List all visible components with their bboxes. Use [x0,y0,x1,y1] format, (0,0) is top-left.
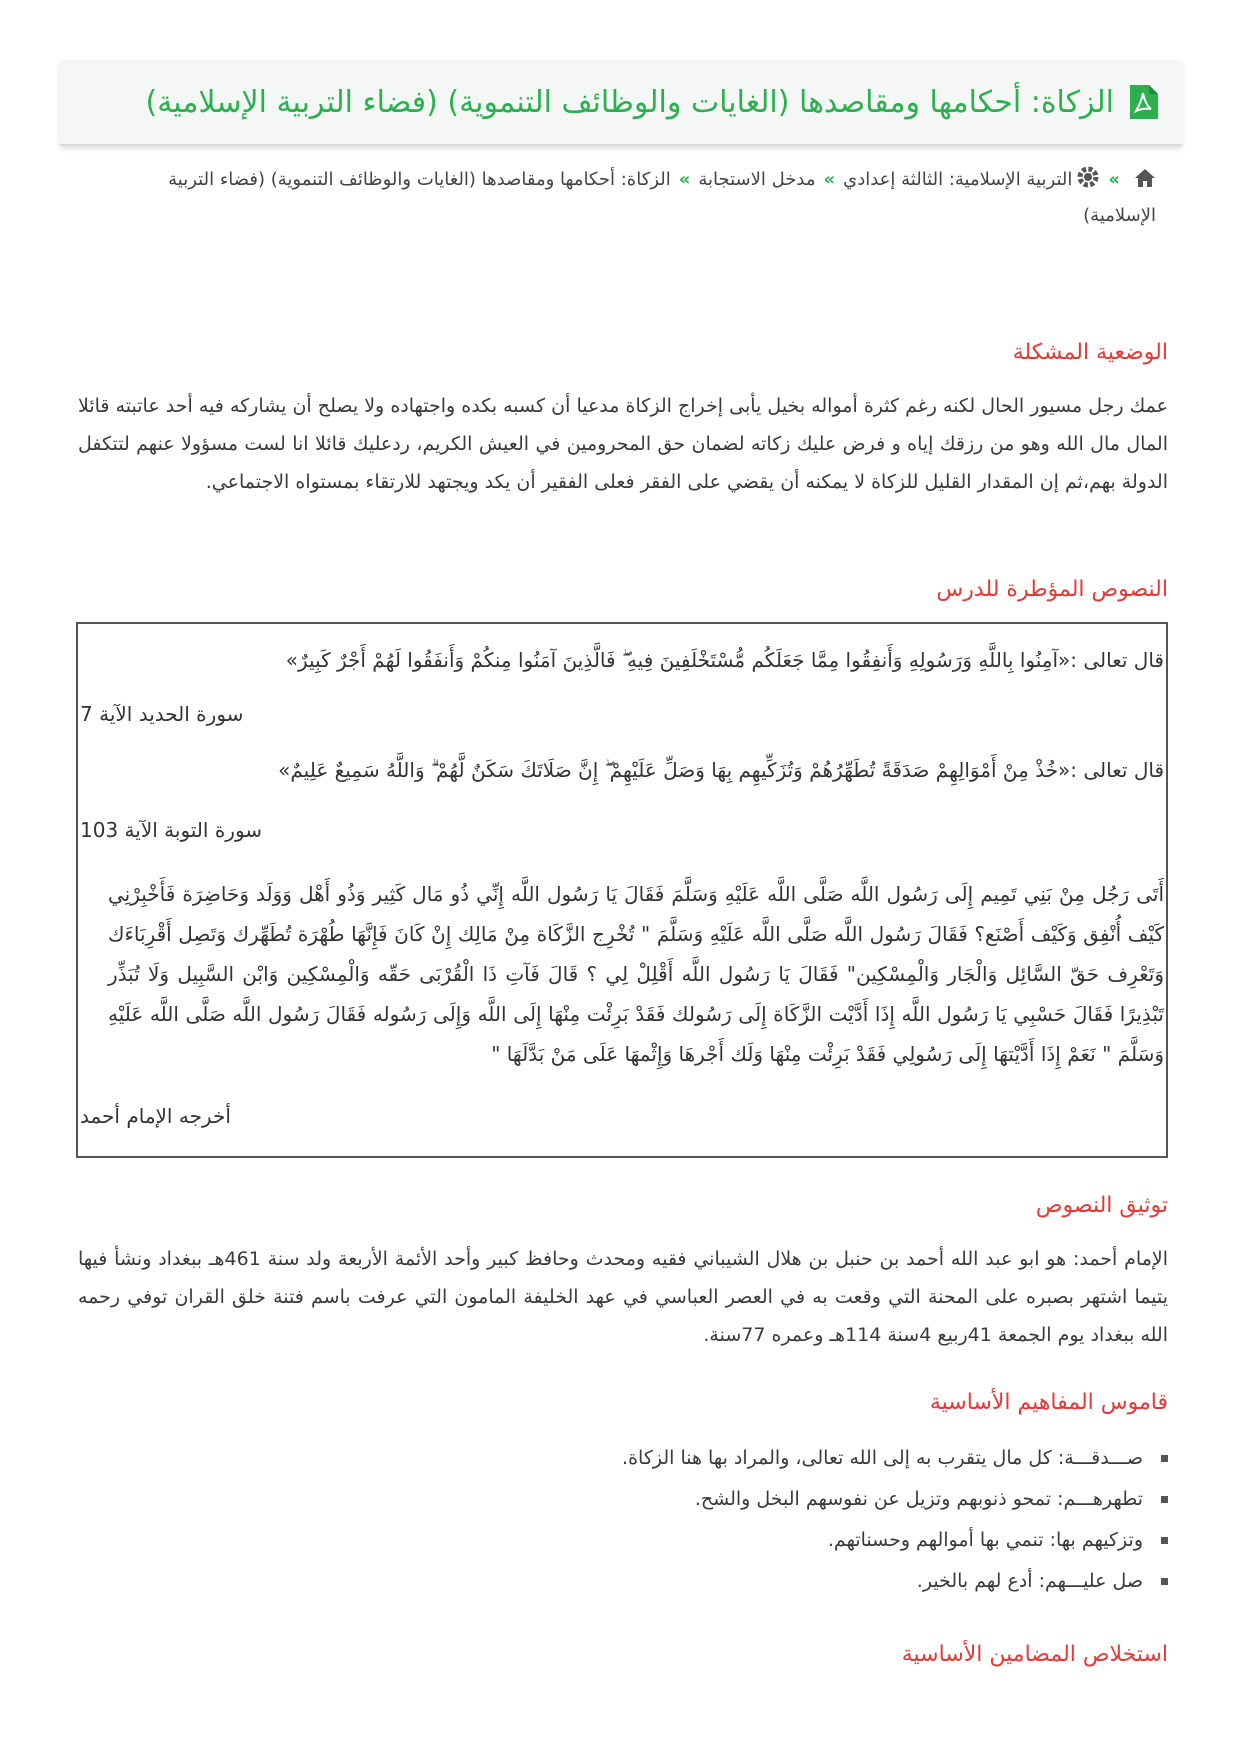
breadcrumb-item-subject[interactable]: التربية الإسلامية: الثالثة إعدادي [843,169,1073,190]
bullet-icon [1161,1455,1168,1462]
breadcrumb-separator: » [1108,169,1120,190]
list-item: صل عليـــهم: أدع لهم بالخير. [622,1561,1168,1602]
situation-text: عمك رجل مسيور الحال لكنه رغم كثرة أمواله بخيل يأبى إخراج الزكاة مدعيا أن كسبه بكده واجتهاده ولا يصلح أن يشاركه فيه أحد عاتبته قائلا المال مال الله وهو من رزقك إياه و فرض عليك زكاته لضمان حق المحرومين في العيش الكريم، ردعليك قائلا انا لست مسؤولا عنهم لتتكفل الدولة بهم،ثم إن المقدار القليل للزكاة لا يمكنه أن يقضي على الفقر فعلى الفقير أن يكد ويجتهد للارتقاء بمستواه الاجتماعي. [78,395,1168,493]
breadcrumb-separator: » [823,169,836,190]
verse-tawba: قال تعالى :«خُذْ مِنْ أَمْوَالِهِمْ صَدَقَةً تُطَهِّرُهُمْ وَتُزَكِّيهِم بِهَا وَصَلِّ عَلَيْهِمْ ۖ إِنَّ صَلَاتَكَ سَكَنٌ لَّهُمْ ۗ وَاللَّهُ سَمِيعٌ عَلِيمٌ» [278,758,1164,782]
breadcrumb [120,162,1156,234]
heading-extraction: استخلاص المضامين الأساسية [901,1642,1168,1667]
bullet-icon [1161,1537,1168,1544]
breadcrumb-item-lesson: الزكاة: أحكامها ومقاصدها (الغايات والوظائف التنموية) (فضاء التربية الإسلامية) [168,169,1156,226]
verse-tawba-ref: سورة التوبة الآية 103 [80,818,263,842]
title-bar [60,60,1182,146]
verse-hadid-ref: سورة الحديد الآية 7 [80,702,244,726]
list-item: تطهرهـــم: تمحو ذنوبهم وتزيل عن نفوسهم البخل والشح. [622,1479,1168,1520]
hadith-ref: أخرجه الإمام أحمد [80,1104,231,1128]
breadcrumb-item-unit[interactable]: مدخل الاستجابة [698,169,816,190]
hadith-text: أَتَى رَجُل مِنْ بَنِي تَمِيم إِلَى رَسُول اللَّه صَلَّى اللَّه عَلَيْهِ وَسَلَّمَ فَقَالَ يَا رَسُول اللَّه إِنِّي ذُو مَال كَثِير وَذُو أَهْل وَوَلَد وَحَاضِرَة فَأَخْبِرْنِي كَيْف أُنْفِق وَكَيْف أَصْنَع؟ فَقَالَ رَسُول اللَّه صَلَّى اللَّه عَلَيْهِ وَسَلَّمَ " تُخْرِج الزَّكَاة مِنْ مَالِك إِنْ كَانَ فَإِنَّهَا طُهْرَة تُطَهِّرك وَتَصِل أَقْرِبَاءَك وَتَعْرِف حَقّ السَّائِل وَالْجَار وَالْمِسْكِين" فَقَالَ يَا رَسُول اللَّه أَقْلِلْ لِي ؟ قَالَ فَآتِ ذَا الْقُرْبَى حَقّه وَالْمِسْكِين وَابْن السَّبِيل وَلَا تُبَذِّر تَبْذِيرًا فَقَالَ حَسْبِي يَا رَسُول اللَّه إِذَا أَدَّيْت الزَّكَاة إِلَى رَسُولك فَقَدْ بَرِئْت مِنْهَا إِلَى اللَّه وَإِلَى رَسُوله فَقَالَ رَسُول اللَّه صَلَّى اللَّه عَلَيْهِ وَسَلَّمَ " نَعَمْ إِذَا أَدَّيْتهَا إِلَى رَسُولِي فَقَدْ بَرِئْت مِنْهَا وَلَك أَجْرهَا وَإِثْمهَا عَلَى مَنْ بَدَّلَهَا " [108,882,1164,1066]
gear-icon [1076,165,1100,189]
glossary-list [622,1438,1168,1602]
framing-texts-box [76,622,1168,1158]
breadcrumb-separator: » [678,169,691,190]
page-title: الزكاة: أحكامها ومقاصدها (الغايات والوظائف التنموية) (فضاء التربية الإسلامية) [145,84,1114,120]
documentation-text: الإمام أحمد: هو ابو عبد الله أحمد بن حنبل بن هلال الشيباني فقيه ومحدث وحافظ كبير وأحد الأئمة الأربعة ولد سنة 461هـ ببغداد ونشأ فيها يتيما اشتهر بصبره على المحنة التي وقعت به في العصر العباسي في عهد الخليفة المامون التي عرفت باسم فتنة خلق القران توفي رحمه الله ببغداد يوم الجمعة 41ربيع 4سنة 114هـ وعمره 77سنة. [78,1248,1168,1346]
verse-hadid: قال تعالى :«آمِنُوا بِاللَّهِ وَرَسُولِهِ وَأَنفِقُوا مِمَّا جَعَلَكُم مُّسْتَخْلَفِينَ فِيهِ ۖ فَالَّذِينَ آمَنُوا مِنكُمْ وَأَنفَقُوا لَهُمْ أَجْرٌ كَبِيرٌ» [285,648,1164,672]
heading-situation: الوضعية المشكلة [1012,340,1168,365]
bullet-icon [1161,1578,1168,1585]
bullet-icon [1161,1496,1168,1503]
heading-documentation: توثيق النصوص [1035,1193,1168,1218]
list-item: صـــدقـــة: كل مال يتقرب به إلى الله تعالى، والمراد بها هنا الزكاة. [622,1438,1168,1479]
pdf-icon[interactable] [1128,85,1158,119]
list-item: وتزكيهم بها: تنمي بها أموالهم وحسناتهم. [622,1520,1168,1561]
home-icon[interactable] [1134,168,1156,188]
heading-glossary: قاموس المفاهيم الأساسية [929,1390,1168,1415]
heading-framing-texts: النصوص المؤطرة للدرس [936,577,1168,602]
